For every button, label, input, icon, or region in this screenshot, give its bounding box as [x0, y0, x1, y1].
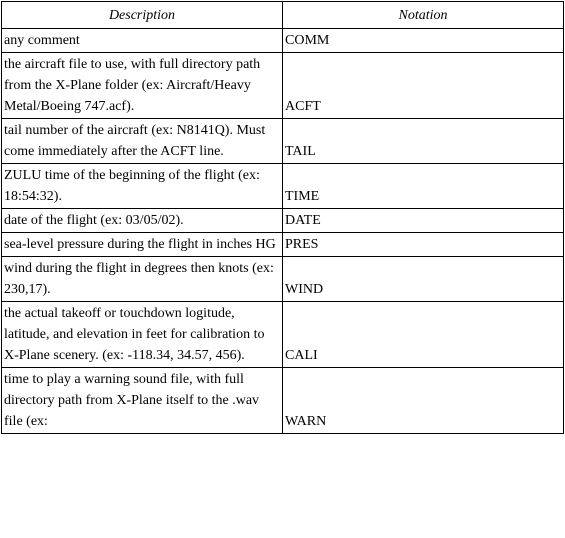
notation-cell: PRES	[283, 233, 564, 257]
notation-cell: WIND	[283, 257, 564, 302]
notation-header: Notation	[283, 2, 564, 29]
description-cell: wind during the flight in degrees then knots (ex: 230,17).	[2, 257, 283, 302]
table-row	[2, 368, 564, 434]
table-row	[2, 209, 564, 233]
table-row	[2, 257, 564, 302]
notation-cell: CALI	[283, 302, 564, 368]
description-cell: any comment	[2, 29, 283, 53]
notation-cell: COMM	[283, 29, 564, 53]
table-row	[2, 53, 564, 119]
description-cell: ZULU time of the beginning of the flight (ex: 18:54:32).	[2, 164, 283, 209]
notation-table	[1, 1, 564, 434]
notation-cell: WARN	[283, 368, 564, 434]
header-row	[2, 2, 564, 29]
notation-cell: ACFT	[283, 53, 564, 119]
notation-cell: TIME	[283, 164, 564, 209]
description-cell: date of the flight (ex: 03/05/02).	[2, 209, 283, 233]
notation-cell: TAIL	[283, 119, 564, 164]
table-row	[2, 29, 564, 53]
table-row	[2, 233, 564, 257]
table-row	[2, 302, 564, 368]
description-header: Description	[2, 2, 283, 29]
description-cell: time to play a warning sound file, with full directory path from X-Plane itself to the .wav file (ex:	[2, 368, 283, 434]
table-row	[2, 119, 564, 164]
notation-cell: DATE	[283, 209, 564, 233]
description-cell: the aircraft file to use, with full directory path from the X-Plane folder (ex: Aircraft/Heavy Metal/Boeing 747.acf).	[2, 53, 283, 119]
description-cell: the actual takeoff or touchdown logitude, latitude, and elevation in feet for calibration to X-Plane scenery. (ex: -118.34, 34.57, 456).	[2, 302, 283, 368]
description-cell: sea-level pressure during the flight in inches HG	[2, 233, 283, 257]
description-cell: tail number of the aircraft (ex: N8141Q). Must come immediately after the ACFT line.	[2, 119, 283, 164]
table-row	[2, 164, 564, 209]
